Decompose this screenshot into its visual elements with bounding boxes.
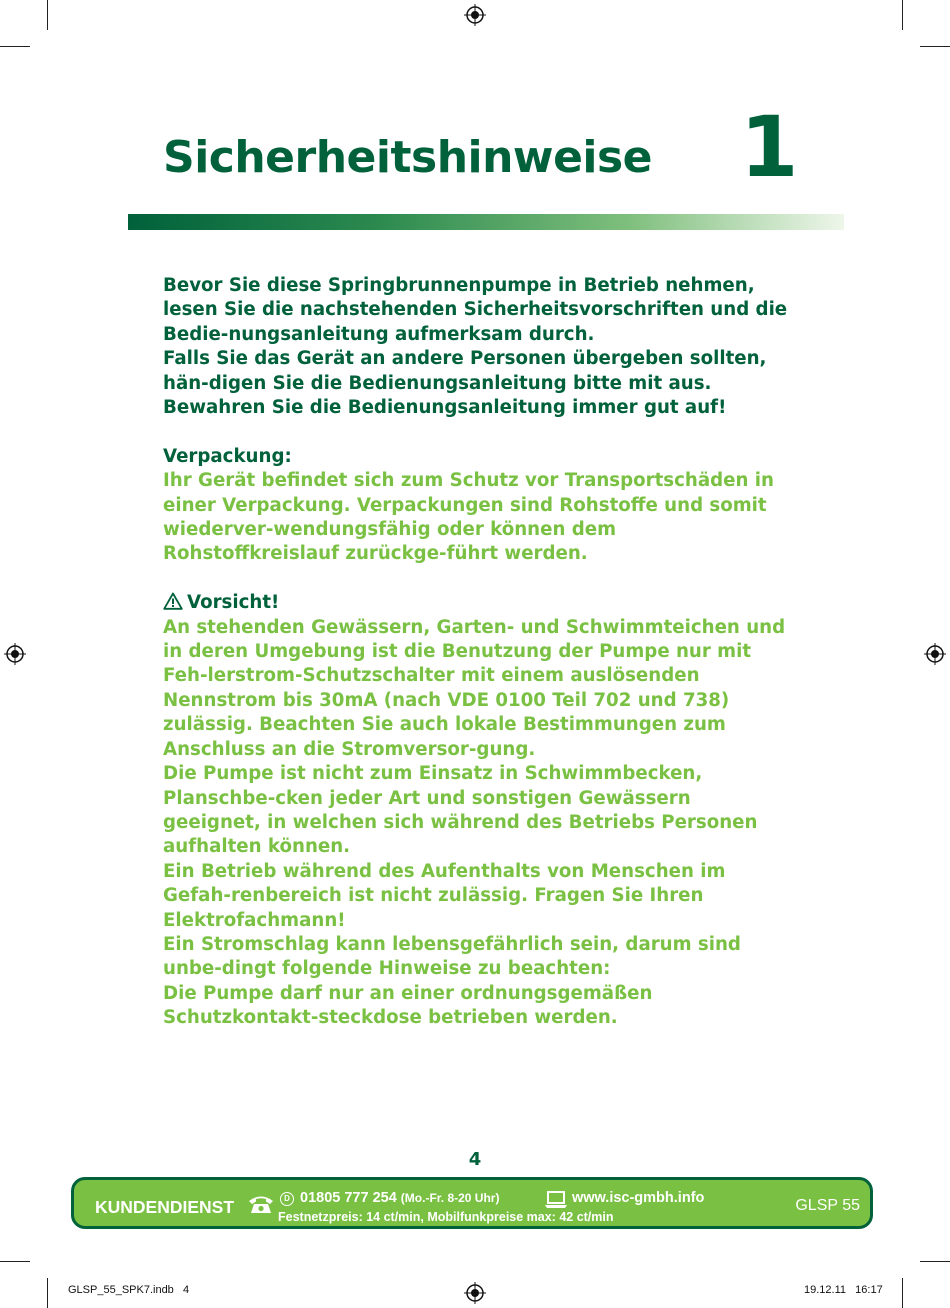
page-number: 4: [468, 1149, 482, 1170]
intro-paragraph: Bevor Sie diese Springbrunnenpumpe in Betrieb nehmen, lesen Sie die nachstehenden Sicherheitsvorschriften und die Bedie-nungsanleitung aufmerksam durch.: [163, 275, 788, 345]
print-slug-file: GLSP_55_SPK7.indb 4: [68, 1284, 190, 1296]
registration-mark-icon: [4, 643, 26, 665]
crop-mark: [0, 1261, 30, 1262]
crop-mark: [0, 46, 30, 47]
phone-line: [300, 1190, 499, 1206]
caution-heading-line: [163, 591, 793, 615]
customer-service-label: KUNDENDIENST: [95, 1197, 235, 1217]
website-link[interactable]: www.isc-gmbh.info: [572, 1190, 705, 1206]
print-slug-date: 19.12.11 16:17: [804, 1284, 883, 1296]
packaging-text: Ihr Gerät befindet sich zum Schutz vor Transportschäden in einer Verpackung. Verpackungen sind Rohstoffe und somit wiederver-wendungsfähig oder können dem Rohstoffkreislauf zurückge-führt werden.: [163, 470, 774, 565]
crop-mark: [47, 0, 48, 30]
caution-heading: Vorsicht!: [187, 592, 280, 614]
main-content: [163, 274, 793, 1031]
registration-mark-icon: [924, 643, 946, 665]
call-prices: Festnetzpreis: 14 ct/min, Mobilfunkpreise max: 42 ct/min: [278, 1210, 614, 1224]
crop-mark: [920, 1261, 950, 1262]
telephone-icon: [247, 1193, 275, 1215]
caution-paragraph: An stehenden Gewässern, Garten- und Schwimmteichen und in deren Umgebung ist die Benutzung der Pumpe nur mit Feh-lerstrom-Schutzschalter mit einem auslösenden Nennstrom bis 30mA (nach VDE 0100 Teil 702 und 738) zulässig. Beachten Sie auch lokale Bestimmungen zum Anschluss an die Stromversor-gung.: [163, 616, 786, 760]
paragraph-spacer: [163, 420, 793, 444]
phone-number[interactable]: 01805 777 254: [300, 1190, 397, 1206]
warning-triangle-icon: [163, 592, 183, 610]
country-code-badge: D: [280, 1192, 294, 1206]
registration-mark-icon: [464, 1282, 486, 1304]
crop-mark: [902, 0, 903, 30]
caution-paragraph: Die Pumpe ist nicht zum Einsatz in Schwimmbecken, Planschbe-cken jeder Art und sonstigen Gewässern geeignet, in welchen sich während des Betriebs Personen aufhalten können.: [163, 763, 758, 858]
laptop-icon: [544, 1190, 568, 1210]
service-hours: (Mo.-Fr. 8-20 Uhr): [400, 1191, 500, 1205]
customer-service-bar: [71, 1177, 873, 1229]
caution-paragraph: Die Pumpe darf nur an einer ordnungsgemäßen Schutzkontakt-steckdose betrieben werden.: [163, 982, 653, 1029]
chapter-title: Sicherheitshinweise: [163, 132, 653, 183]
caution-paragraph: Ein Stromschlag kann lebensgefährlich sein, darum sind unbe-dingt folgende Hinweise zu beachten:: [163, 933, 741, 980]
crop-mark: [47, 1278, 48, 1308]
title-gradient-bar: [128, 214, 844, 230]
caution-paragraph: Ein Betrieb während des Aufenthalts von Menschen im Gefah-renbereich ist nicht zulässig. Fragen Sie Ihren Elektrofachmann!: [163, 860, 726, 931]
packaging-heading: Verpackung:: [163, 445, 292, 467]
model-name: GLSP 55: [795, 1197, 860, 1214]
chapter-number: 1: [740, 98, 799, 196]
paragraph-spacer: [163, 567, 793, 591]
intro-paragraph: Falls Sie das Gerät an andere Personen übergeben sollten, hän-digen Sie die Bedienungsanleitung bitte mit aus. Bewahren Sie die Bedienungsanleitung immer gut auf!: [163, 348, 767, 419]
registration-mark-icon: [464, 4, 486, 26]
crop-mark: [902, 1278, 903, 1308]
crop-mark: [920, 46, 950, 47]
